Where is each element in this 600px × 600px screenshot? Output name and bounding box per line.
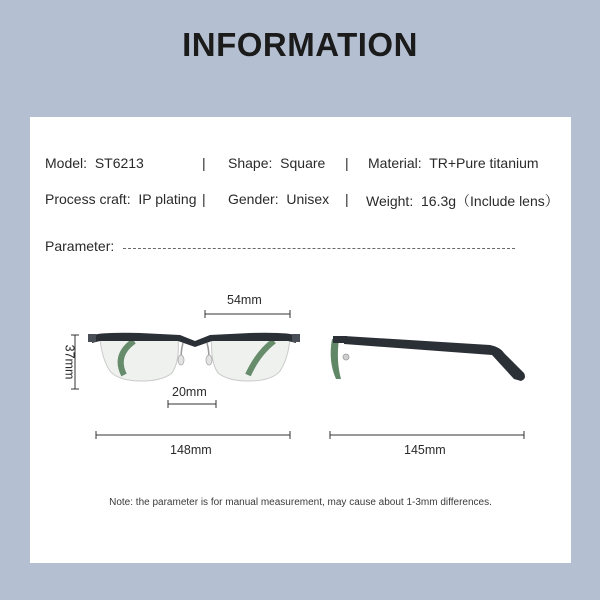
measurement-note: Note: the parameter is for manual measurement, may cause about 1-3mm differences.: [109, 497, 492, 508]
spec-shape-value: Square: [280, 155, 326, 171]
spec-gender-label: Gender:: [228, 191, 279, 207]
temple-length-label: 145mm: [404, 443, 446, 457]
spec-weight-value: 16.3g（Include lens）: [421, 193, 559, 209]
spec-process-craft-label: Process craft:: [45, 191, 131, 207]
parameter-label: Parameter:: [45, 238, 115, 254]
spec-material-value: TR+Pure titanium: [429, 155, 539, 171]
spec-weight-label: Weight:: [366, 193, 414, 209]
spec-model-value: ST6213: [94, 155, 144, 171]
spec-process-craft-value: IP plating: [138, 191, 197, 207]
separator: |: [202, 155, 206, 171]
page-title: INFORMATION: [182, 26, 418, 63]
spec-material-label: Material:: [368, 155, 422, 171]
info-card: [30, 117, 571, 563]
spec-model-label: Model:: [45, 155, 88, 171]
frame-width-label: 148mm: [170, 443, 212, 457]
separator: |: [202, 191, 206, 207]
separator: |: [345, 155, 349, 171]
spec-gender-value: Unisex: [286, 191, 330, 207]
spec-shape-label: Shape:: [228, 155, 273, 171]
separator: |: [345, 191, 349, 207]
lens-height-label: 37mm: [62, 344, 77, 380]
lens-width-label: 54mm: [227, 293, 262, 307]
bridge-width-label: 20mm: [172, 385, 207, 399]
